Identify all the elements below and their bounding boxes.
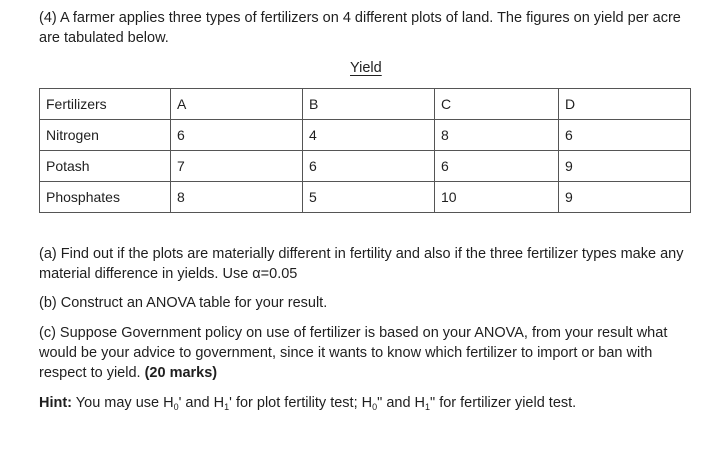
- table-row: [40, 182, 691, 213]
- header-cell: C: [435, 89, 559, 120]
- table-cell: 4: [303, 120, 435, 151]
- question-a: (a) Find out if the plots are materially different in fertility and also if the three fertilizer types make any material difference in yields. Use α=0.05: [39, 246, 684, 282]
- subscript: 1: [224, 402, 230, 412]
- header-cell: A: [171, 89, 303, 120]
- table-cell: 5: [303, 182, 435, 213]
- hint-text: " and H: [377, 395, 426, 411]
- table-header-row: [40, 89, 691, 120]
- hint-text: ' for plot fertility test; H: [229, 395, 373, 411]
- question-intro: (4) A farmer applies three types of fertilizers on 4 different plots of land. The figures on yield per acre are tabulated below.: [39, 10, 681, 46]
- hint-label: Hint:: [39, 395, 73, 411]
- table-cell: 6: [435, 151, 559, 182]
- subscript: 1: [425, 402, 431, 412]
- table-row: [40, 151, 691, 182]
- marks-label: (20 marks): [144, 365, 218, 381]
- question-c-text: (c) Suppose Government policy on use of fertilizer is based on your ANOVA, from your result what would be your advice to government, since it wants to know which fertilizer to import or ban with respect to yield.: [39, 325, 668, 381]
- subscript: 0: [372, 402, 378, 412]
- row-label-cell: Phosphates: [40, 182, 171, 213]
- table-cell: 9: [559, 182, 691, 213]
- header-cell: B: [303, 89, 435, 120]
- table-cell: 8: [171, 182, 303, 213]
- hint: [39, 393, 709, 413]
- header-cell: Fertilizers: [40, 89, 171, 120]
- hint-text: " for fertilizer yield test.: [430, 395, 577, 411]
- hint-text: ' and H: [178, 395, 225, 411]
- header-cell: D: [559, 89, 691, 120]
- subscript: 0: [173, 402, 179, 412]
- row-label-cell: Nitrogen: [40, 120, 171, 151]
- question-b: (b) Construct an ANOVA table for your result.: [39, 295, 328, 311]
- table-cell: 7: [171, 151, 303, 182]
- table-cell: 10: [435, 182, 559, 213]
- yield-table: [39, 88, 691, 213]
- table-cell: 6: [559, 120, 691, 151]
- table-cell: 8: [435, 120, 559, 151]
- row-label-cell: Potash: [40, 151, 171, 182]
- table-cell: 6: [303, 151, 435, 182]
- hint-text: You may use H: [75, 395, 174, 411]
- table-cell: 6: [171, 120, 303, 151]
- table-cell: 9: [559, 151, 691, 182]
- question-c: [39, 323, 699, 383]
- table-row: [40, 120, 691, 151]
- table-caption: Yield: [350, 60, 382, 76]
